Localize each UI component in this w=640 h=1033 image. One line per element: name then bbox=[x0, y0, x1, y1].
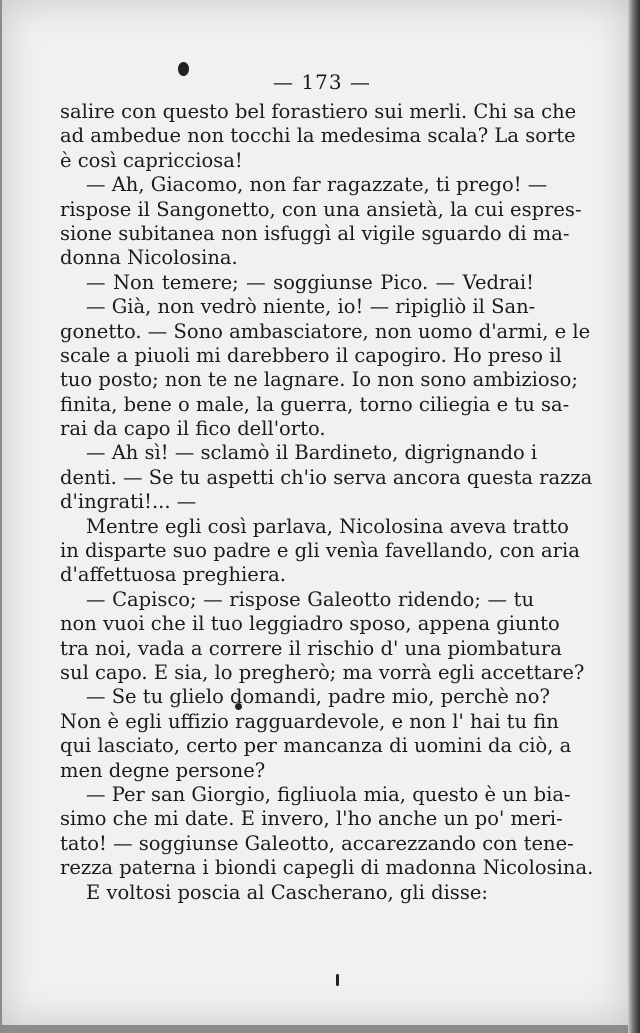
text-line: salire con questo bel forastiero sui merli. Chi sa che bbox=[60, 100, 577, 123]
text-line: gonetto. — Sono ambasciatore, non uomo d'armi, e le bbox=[60, 319, 591, 343]
text-line: tra noi, vada a correre il rischio d' una piombatura bbox=[60, 636, 562, 660]
text-line: è così capricciosa! bbox=[60, 148, 243, 172]
text-line: sul capo. E sia, lo pregherò; ma vorrà egli accettare? bbox=[60, 660, 585, 684]
text-line: — Per san Giorgio, figliuola mia, questo è un bia- bbox=[86, 782, 571, 806]
page-number: — 173 — bbox=[273, 70, 371, 94]
book-page bbox=[2, 0, 628, 1025]
book-edge bbox=[628, 0, 640, 1033]
text-line: — Ah sì! — sclamò il Bardineto, digrignando i bbox=[86, 441, 538, 465]
text-line: Non è egli uffizio ragguardevole, e non l' hai tu fin bbox=[60, 709, 559, 733]
text-line: finita, bene o male, la guerra, torno ciliegia e tu sa- bbox=[60, 392, 570, 416]
text-line: scale a piuoli mi darebbero il capogiro. Ho preso il bbox=[60, 343, 562, 367]
text-line: rispose il Sangonetto, con una ansietà, la cui espres- bbox=[60, 197, 582, 221]
text-line: — Già, non vedrò niente, io! — ripigliò il San- bbox=[86, 295, 536, 319]
ink-spot bbox=[336, 974, 339, 986]
text-line: d'ingrati!... — bbox=[60, 490, 197, 514]
text-line: Mentre egli così parlava, Nicolosina aveva tratto bbox=[86, 514, 569, 538]
text-line: donna Nicolosina. bbox=[60, 246, 238, 270]
text-line: tato! — soggiunse Galeotto, accarezzando con tene- bbox=[60, 831, 574, 855]
text-line: sione subitanea non isfuggì al vigile sguardo di ma- bbox=[60, 221, 570, 245]
text-line: — Se tu glielo domandi, padre mio, perchè no? bbox=[86, 685, 550, 709]
text-line: ad ambedue non tocchi la medesima scala? La sorte bbox=[60, 124, 576, 148]
text-line: in disparte suo padre e gli venìa favellando, con aria bbox=[60, 539, 580, 563]
text-line: — Non temere; — soggiunse Pico. — Vedrai! bbox=[86, 270, 534, 294]
text-line: E voltosi poscia al Cascherano, gli disse: bbox=[86, 880, 488, 904]
text-line: denti. — Se tu aspetti ch'io serva ancora questa razza bbox=[60, 465, 593, 489]
text-line: non vuoi che il tuo leggiadro sposo, appena giunto bbox=[60, 612, 560, 636]
text-line: qui lasciato, certo per mancanza di uomini da ciò, a bbox=[60, 734, 572, 758]
text-line: rai da capo il fico dell'orto. bbox=[60, 417, 326, 441]
text-line: d'affettuosa preghiera. bbox=[60, 563, 286, 587]
text-line: simo che mi date. E invero, l'ho anche un po' meri- bbox=[60, 807, 563, 831]
text-line: rezza paterna i biondi capegli di madonna Nicolosina. bbox=[60, 856, 594, 880]
text-line: — Ah, Giacomo, non far ragazzate, ti prego! — bbox=[86, 173, 548, 197]
text-line: tuo posto; non te ne lagnare. Io non sono ambizioso; bbox=[60, 368, 578, 392]
text-line: — Capisco; — rispose Galeotto ridendo; — tu bbox=[86, 587, 534, 611]
body-text bbox=[60, 100, 594, 905]
text-line: men degne persone? bbox=[60, 758, 266, 782]
